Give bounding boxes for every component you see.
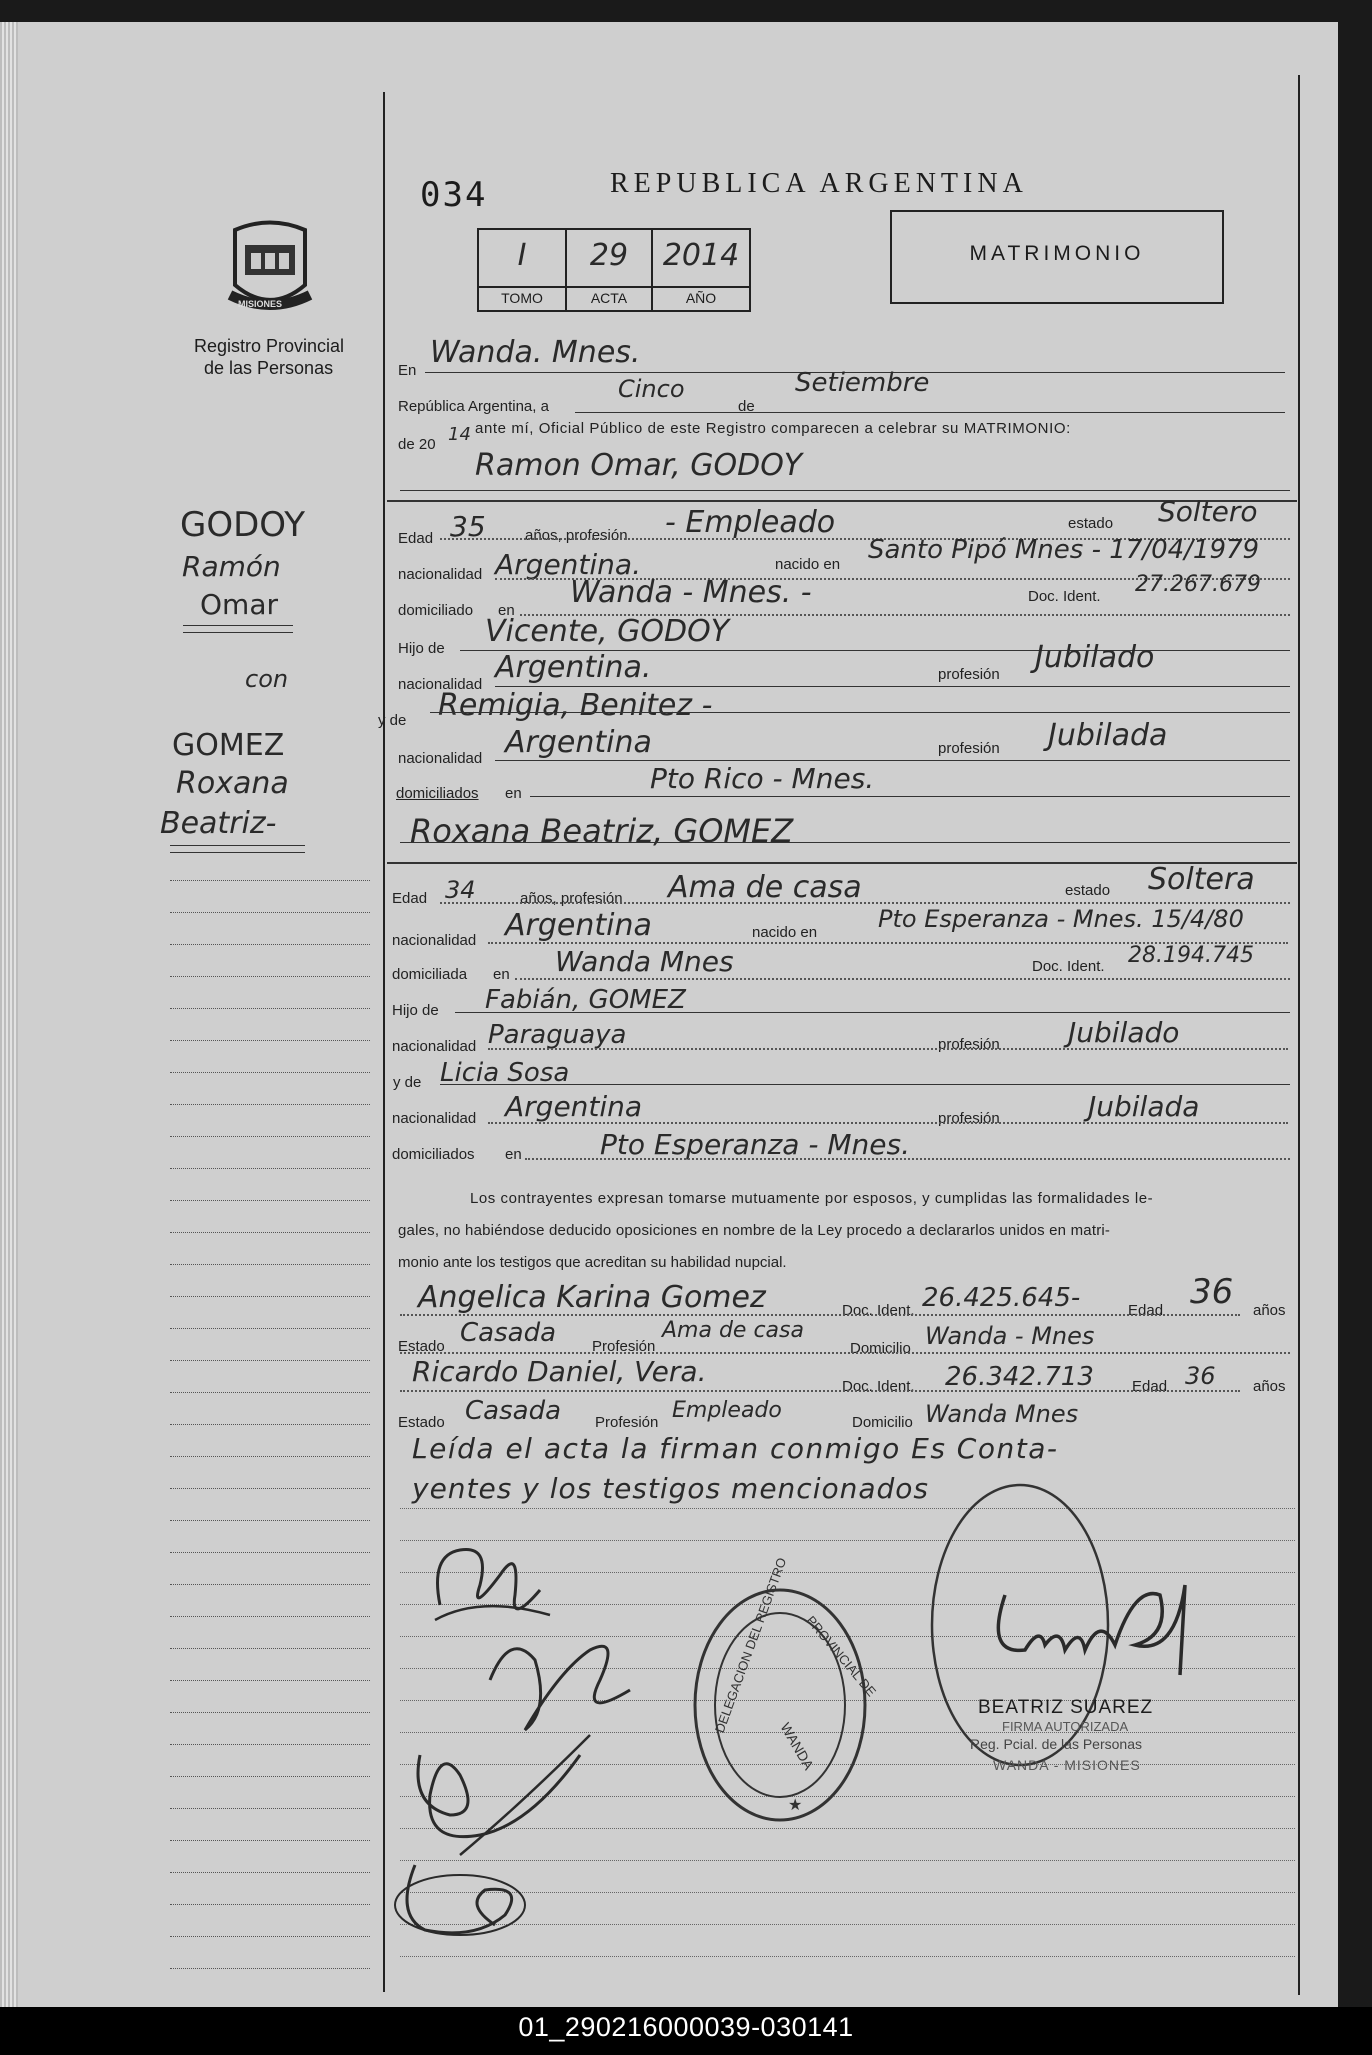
bride-name-rule (400, 842, 1290, 843)
bride-fnat-rule (488, 1048, 1288, 1050)
margin-rule (170, 1008, 370, 1009)
year-suffix: 14 (448, 424, 471, 445)
bride-doc-label: Doc. Ident. (1032, 958, 1105, 975)
groom-parents-dom-label: domiciliados (396, 785, 479, 802)
witness1-profession: Ama de casa (662, 1318, 804, 1343)
bride-parents-dom-label: domiciliados (392, 1146, 475, 1163)
bride-nacionalidad-label: nacionalidad (392, 932, 477, 949)
groom-birthplace: Santo Pipó Mnes - 17/04/1979 (868, 535, 1260, 565)
margin-rule (170, 1808, 370, 1809)
witness2-doc-label: Doc. Ident. (842, 1378, 915, 1395)
year-prefix: de 20 (398, 436, 436, 453)
witness2-domicile: Wanda Mnes (925, 1400, 1079, 1428)
bride-father-prof-label: profesión (938, 1036, 1000, 1053)
margin-rule (170, 1872, 370, 1873)
margin-con: con (245, 665, 289, 693)
witness2-rule (400, 1390, 1240, 1392)
declaration-line3: monio ante los testigos que acreditan su habilidad nupcial. (398, 1254, 787, 1271)
declaration-line1: Los contrayentes expresan tomarse mutuamente por esposos, y cumplidas las formalidades le- (470, 1190, 1154, 1207)
bride-father-nationality: Paraguaya (488, 1020, 627, 1050)
en-label: En (398, 362, 417, 379)
witness1-anios-label: años (1253, 1302, 1286, 1319)
groom-domicile: Wanda - Mnes. - (570, 575, 812, 610)
margin-rule (170, 1232, 370, 1233)
groom-yde-label: y de (378, 712, 407, 729)
groom-doc-label: Doc. Ident. (1028, 588, 1101, 605)
margin-surname1: GODOY (180, 505, 305, 545)
page-edge (0, 22, 18, 2007)
margin-rule (170, 912, 370, 913)
groom-fnat-rule (495, 686, 1290, 687)
bride-nacido-label: nacido en (752, 924, 818, 941)
margin-rule (170, 1520, 370, 1521)
witness1-doc-label: Doc. Ident. (842, 1302, 915, 1319)
witness2-edad-label: Edad (1132, 1378, 1168, 1395)
margin-underline-1 (183, 625, 293, 626)
matrimonio-box (890, 210, 1224, 304)
witness2-prof-label: Profesión (595, 1414, 659, 1431)
groom-anios-label: años, profesión (525, 527, 628, 544)
seal-banner-text: MISIONES (238, 299, 283, 309)
groom-pdom-rule (530, 796, 1290, 797)
margin-rule (170, 1168, 370, 1169)
declaration-line2: gales, no habiéndose deducido oposiciones en nombre de la Ley procedo a declararlos unidos en matri- (398, 1222, 1111, 1239)
registry-line1: Registro Provincial (194, 336, 345, 356)
witness1-domicile: Wanda - Mnes (925, 1322, 1095, 1350)
country-title: REPUBLICA ARGENTINA (610, 168, 1028, 199)
groom-nationality: Argentina. (495, 548, 641, 581)
bride-en-label: en (493, 966, 510, 983)
tomo-value: I (517, 238, 527, 273)
bride-doc: 28.194.745 (1128, 943, 1254, 968)
tomo-acta-anio-box (477, 228, 751, 312)
witness1-prof-label: Profesión (592, 1338, 656, 1355)
margin-underline-2 (183, 632, 293, 633)
margin-rule (170, 1968, 370, 1969)
witness2-domicilio-label: Domicilio (852, 1414, 913, 1431)
margin-rule (170, 1936, 370, 1937)
groom-en-label: en (498, 602, 515, 619)
groom-mother-nat-label: nacionalidad (398, 750, 483, 767)
place-value: Wanda. Mnes. (430, 335, 641, 370)
bride-father-nat-label: nacionalidad (392, 1038, 477, 1055)
margin-rule (170, 1136, 370, 1137)
republica-label: República Argentina, a (398, 398, 549, 415)
witness2-age: 36 (1185, 1362, 1216, 1390)
closing-line1: Leída el acta la firman conmigo Es Conta- (412, 1432, 1059, 1465)
groom-mother-prof-label: profesión (938, 740, 1000, 757)
margin-rule (170, 1744, 370, 1745)
bride-edad-label: Edad (392, 890, 428, 907)
margin-rule (170, 1648, 370, 1649)
bride-mother-nat-label: nacionalidad (392, 1110, 477, 1127)
round-registry-stamp (690, 1555, 880, 1825)
margin-rule (170, 1584, 370, 1585)
witness1-estado-label: Estado (398, 1338, 445, 1355)
official-name: BEATRIZ SUAREZ (978, 1697, 1154, 1718)
bride-parents-en-label: en (505, 1146, 522, 1163)
acta-value: 29 (589, 238, 629, 273)
margin-rule (170, 1040, 370, 1041)
margin-rule (170, 1296, 370, 1297)
margin-rule (170, 1424, 370, 1425)
statement-text: ante mí, Oficial Público de este Registro comparecen a celebrar su MATRIMONIO: (475, 420, 1071, 437)
margin-rule (170, 880, 370, 881)
groom-name-rule (400, 490, 1290, 491)
groom-parents-en-label: en (505, 785, 522, 802)
margin-rule (170, 1776, 370, 1777)
margin-rule (170, 1264, 370, 1265)
signature-witness-2 (385, 1845, 535, 1945)
witness2-estado: Casada (465, 1396, 562, 1426)
bride-father-profession: Jubilado (1068, 1016, 1180, 1049)
margin-rule (170, 1552, 370, 1553)
bride-mother: Licia Sosa (440, 1058, 570, 1088)
groom-hijo-label: Hijo de (398, 640, 445, 657)
groom-father-nat-label: nacionalidad (398, 676, 483, 693)
witness1-doc: 26.425.645- (922, 1283, 1081, 1313)
bride-age: 34 (445, 876, 476, 904)
svg-text:WANDA: WANDA (777, 1719, 818, 1773)
svg-text:PROVINCIAL DE: PROVINCIAL DE (803, 1612, 880, 1700)
margin-underline-3 (170, 845, 305, 846)
official-line4: WANDA - MISIONES (993, 1757, 1141, 1773)
margin-divider (383, 92, 385, 1992)
groom-estado-label: estado (1068, 515, 1114, 532)
blank-rule (400, 1956, 1295, 1957)
margin-rule (170, 1488, 370, 1489)
file-id: 01_290216000039-030141 (518, 2012, 854, 2042)
bride-mother-rule (440, 1084, 1290, 1085)
margin-rule (170, 944, 370, 945)
groom-father: Vicente, GODOY (485, 614, 730, 649)
act-type-label: MATRIMONIO (969, 242, 1145, 265)
groom-estado: Soltero (1158, 495, 1258, 528)
margin-name1b: Omar (200, 588, 278, 621)
witness1-estado-rule (400, 1352, 1290, 1354)
margin-rule (170, 1360, 370, 1361)
groom-nacido-label: nacido en (775, 556, 841, 573)
groom-mother-nationality: Argentina (505, 725, 652, 760)
witness1-name: Angelica Karina Gomez (418, 1280, 766, 1315)
tomo-label: TOMO (501, 290, 543, 306)
acta-label: ACTA (590, 290, 628, 306)
official-signature (985, 1565, 1215, 1675)
margin-rule (170, 976, 370, 977)
bride-line-rule (440, 902, 1290, 904)
bride-domiciliada-label: domiciliada (392, 966, 468, 983)
bride-estado: Soltera (1148, 862, 1255, 897)
svg-text:DELEGACION DEL REGISTRO: DELEGACION DEL REGISTRO (711, 1555, 790, 1735)
day-value: Cinco (618, 375, 685, 403)
groom-father-nationality: Argentina. (495, 650, 652, 685)
margin-rule (170, 1200, 370, 1201)
bride-hijo-label: Hijo de (392, 1002, 439, 1019)
blank-rule (400, 1508, 1295, 1509)
groom-mother-rule (430, 712, 1290, 713)
margin-rule (170, 1680, 370, 1681)
bride-nationality: Argentina (505, 908, 652, 943)
margin-underline-4 (170, 852, 305, 853)
bride-mother-prof-label: profesión (938, 1110, 1000, 1127)
groom-doc: 27.267.679 (1135, 572, 1261, 597)
margin-rule (170, 1616, 370, 1617)
margin-name1a: Ramón (182, 550, 281, 583)
bride-yde-label: y de (393, 1074, 422, 1091)
bride-parents-domicile: Pto Esperanza - Mnes. (600, 1128, 910, 1161)
groom-father-profession: Jubilado (1035, 640, 1155, 675)
anio-value: 2014 (662, 238, 740, 273)
witness1-domicilio-label: Domicilio (850, 1340, 911, 1357)
witness1-age: 36 (1190, 1272, 1234, 1312)
bride-full-name: Roxana Beatriz, GOMEZ (410, 812, 794, 850)
bride-estado-label: estado (1065, 882, 1111, 899)
groom-mnat-rule (495, 760, 1290, 761)
official-line3: Reg. Pcial. de las Personas (970, 1736, 1142, 1752)
anio-label: AÑO (685, 290, 717, 306)
margin-rule (170, 1072, 370, 1073)
margin-rule (170, 1456, 370, 1457)
bride-dom-rule (515, 978, 1290, 980)
groom-domiciliado-label: domiciliado (398, 602, 474, 619)
margin-rule (170, 1328, 370, 1329)
bride-anios-label: años, profesión (520, 890, 623, 907)
bride-profession: Ama de casa (668, 870, 862, 905)
witness1-rule (400, 1314, 1240, 1316)
bride-domicile: Wanda Mnes (555, 945, 734, 978)
registry-line2: de las Personas (204, 358, 334, 378)
margin-name2b: Beatriz- (160, 806, 277, 841)
bride-pdom-rule (525, 1158, 1290, 1160)
date-rule (575, 412, 1285, 413)
bride-father: Fabián, GOMEZ (485, 985, 686, 1015)
groom-mother: Remigia, Benitez - (438, 688, 713, 723)
witness2-doc: 26.342.713 (945, 1362, 1094, 1392)
witness2-anios-label: años (1253, 1378, 1286, 1395)
margin-rule (170, 1392, 370, 1393)
margin-surname2: GOMEZ (172, 728, 285, 763)
svg-text:★: ★ (788, 1795, 803, 1814)
month-value: Setiembre (795, 368, 930, 398)
de-label: de (738, 398, 755, 415)
official-line2: FIRMA AUTORIZADA (1002, 1719, 1129, 1734)
groom-parents-domicile: Pto Rico - Mnes. (650, 762, 875, 795)
groom-father-prof-label: profesión (938, 666, 1000, 683)
groom-nacionalidad-label: nacionalidad (398, 566, 483, 583)
witness2-name: Ricardo Daniel, Vera. (412, 1355, 707, 1388)
margin-rule (170, 1840, 370, 1841)
margin-rule (170, 1904, 370, 1905)
bride-father-rule (455, 1012, 1290, 1013)
witness2-estado-label: Estado (398, 1414, 445, 1431)
groom-full-name: Ramon Omar, GODOY (475, 448, 803, 483)
bride-mother-profession: Jubilada (1088, 1090, 1200, 1123)
margin-rule (170, 1104, 370, 1105)
closing-line2: yentes y los testigos mencionados (412, 1472, 929, 1505)
document-number: 034 (420, 175, 488, 215)
witness2-profession: Empleado (672, 1398, 782, 1423)
margin-rule (170, 1712, 370, 1713)
signature-witness-1 (400, 1715, 600, 1865)
margin-name2a: Roxana (176, 766, 289, 801)
witness1-edad-label: Edad (1128, 1302, 1164, 1319)
groom-profession: - Empleado (665, 505, 836, 540)
bride-mnat-rule (488, 1122, 1288, 1124)
groom-age: 35 (450, 510, 486, 543)
bride-mother-nationality: Argentina (505, 1090, 643, 1123)
bride-birthplace: Pto Esperanza - Mnes. 15/4/80 (878, 905, 1244, 933)
groom-mother-profession: Jubilada (1048, 718, 1168, 753)
witness1-estado: Casada (460, 1318, 557, 1348)
groom-edad-label: Edad (398, 530, 434, 547)
right-border (1298, 75, 1300, 1995)
